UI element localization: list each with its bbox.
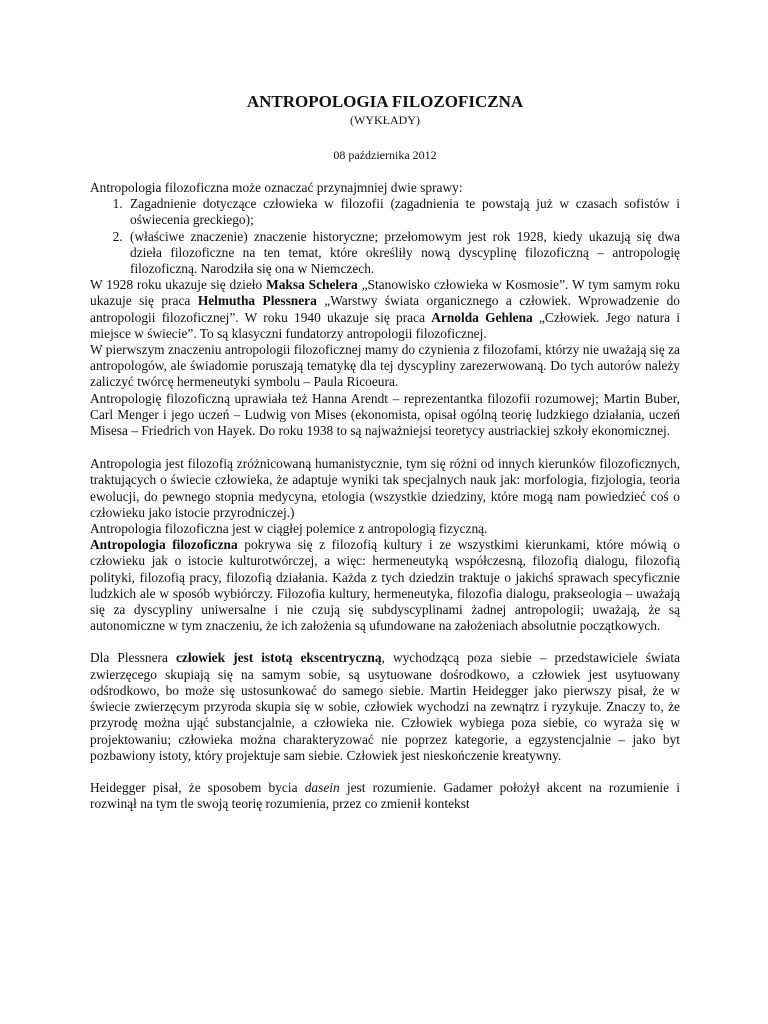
paragraph-spacer	[90, 634, 680, 650]
paragraph-first-meaning: W pierwszym znaczeniu antropologii filozoficznej mamy do czynienia z filozofami, którzy nie uważają się za antropologów, ale świadomie poruszają tematykę dla tej dyscypliny zarezerwowaną. Do tych autorów należy zaliczyć twórcę hermeneutyki symbolu – Paula Ricoeura.	[90, 342, 680, 390]
author-scheler: Maksa Schelera	[266, 277, 358, 293]
text-run: pokrywa się z filozofią kultury i ze wszystkimi kierunkami, które mówią o człowieku jak o istocie kulturotwórczej, a więc: hermeneutyką współczesną, filozofią dialogu, filozofią polityki, filozofią pracy, filozofią działania. Każda z tych dziedzin traktuje o jakichś sprawach specyficznie ludzkich ale w sposób wybiórczy. Filozofia kultury, hermeneutyka, filozofia dialogu, prakseologia – uważają się za dyscypliny uniwersalne i nie czują się subdyscyplinami żadnej antropologii; uważają, że są autonomiczne w tym znaczeniu, że ich założenia są ufundowane na założeniach absolutnie początkowych.	[90, 537, 680, 634]
italic-term: dasein	[304, 779, 340, 795]
text-run: „Człowiek. Jego natura i miejsce w świecie”. To są klasyczni fundatorzy antropologii filozoficznej.	[90, 309, 680, 341]
document-title: ANTROPOLOGIA FILOZOFICZNA	[246, 92, 524, 111]
text-run: W 1928 roku ukazuje się dzieło	[90, 277, 267, 293]
paragraph-diverse: Antropologia jest filozofią zróżnicowaną humanistycznie, tym się różni od innych kierunków filozoficznych, traktujących o świecie człowieka, że adaptuje wyniki tak specjalnych nauk jak: morfologia, fizjologia, teoria ewolucji, do pewnego stopnia medycyna, etologia (wszystkie dziedziny, które mogą nam powiedzieć coś o człowieku jako istocie przyrodniczej.)	[90, 456, 680, 520]
author-gehlen: Arnolda Gehlena	[431, 309, 533, 325]
bold-term: Antropologia filozoficzna	[90, 537, 238, 553]
paragraph-covers	[90, 537, 680, 634]
paragraph-polemic: Antropologia filozoficzna jest w ciągłej polemice z antropologią fizyczną.	[90, 521, 488, 537]
document-subtitle: (WYKŁADY)	[350, 113, 420, 127]
text-run: Heidegger pisał, że sposobem bycia	[90, 779, 305, 795]
author-plessner: Helmutha Plessnera	[197, 293, 317, 309]
lecture-date: 08 października 2012	[333, 148, 437, 162]
paragraph-1928	[90, 277, 680, 342]
list-item: 1. Zagadnienie dotyczące człowieka w filozofii (zagadnienia te powstają już w czasach sofistów i oświecenia greckiego);	[126, 196, 680, 228]
intro-lead: Antropologia filozoficzna może oznaczać przynajmniej dwie sprawy:	[90, 180, 463, 195]
text-run: „Stanowisko człowieka w Kosmosie”. W tym samym roku ukazuje się praca	[90, 277, 680, 309]
paragraph-plessner	[90, 650, 680, 763]
text-run: jest rozumienie. Gadamer położył akcent na rozumienie i rozwinął na tym tle swoją teorię rozumienia, przez co zmienił kontekst	[90, 779, 680, 812]
text-run: Dla Plessnera	[90, 650, 176, 666]
paragraph-spacer	[90, 764, 680, 780]
text-run: , wychodzącą poza siebie – przedstawiciele świata zwierzęcego skupiają się na samym sobie, są usytuowane dośrodkowo, a człowiek jest usytuowany odśrodkowo, bo może się ustosunkować do samego siebie. Martin Heidegger jako pierwszy pisał, że w świecie zwierzęcym przyroda skupia się w sobie, człowiek wychodzi na zewnątrz i ryzykuje. Znaczy to, że przyrodę można ująć substancjalnie, a człowieka nie. Człowiek wybiega poza siebie, co wyraża się w projektowaniu; człowieka można charakteryzować nie poprzez kategorie, a egzystencjalnie – jako byt pozbawiony istoty, który projektuje sam siebie. Człowiek jest nieskończenie kreatywny.	[90, 650, 680, 763]
paragraph-arendt: Antropologię filozoficzną uprawiała też Hanna Arendt – reprezentantka filozofii rozumowej; Martin Buber, Carl Menger i jego uczeń – Ludwig von Mises (ekonomista, opisał ogólną teorię ludzkiego działania, uczeń Misesa – Friedrich von Hayek. Do roku 1938 to są najważniejsi teoretycy austriackiej szkoły ekonomicznej.	[90, 390, 680, 439]
list-item: 2. (właściwe znaczenie) znaczenie historyczne; przełomowym jest rok 1928, kiedy ukazują się dwa dzieła filozoficzne na ten temat, które określiły nową dyscyplinę filozoficzną – antropologię filozoficzną. Narodziła się ona w Niemczech.	[126, 229, 680, 278]
meaning-list	[90, 196, 680, 277]
text-run: „Warstwy świata organicznego a człowiek. Wprowadzenie do antropologii filozoficznej”. W roku 1940 ukazuje się praca	[90, 293, 680, 325]
bold-thesis: człowiek jest istotą ekscentryczną	[175, 650, 382, 666]
paragraph-spacer	[90, 439, 680, 456]
paragraph-heidegger	[90, 780, 680, 812]
